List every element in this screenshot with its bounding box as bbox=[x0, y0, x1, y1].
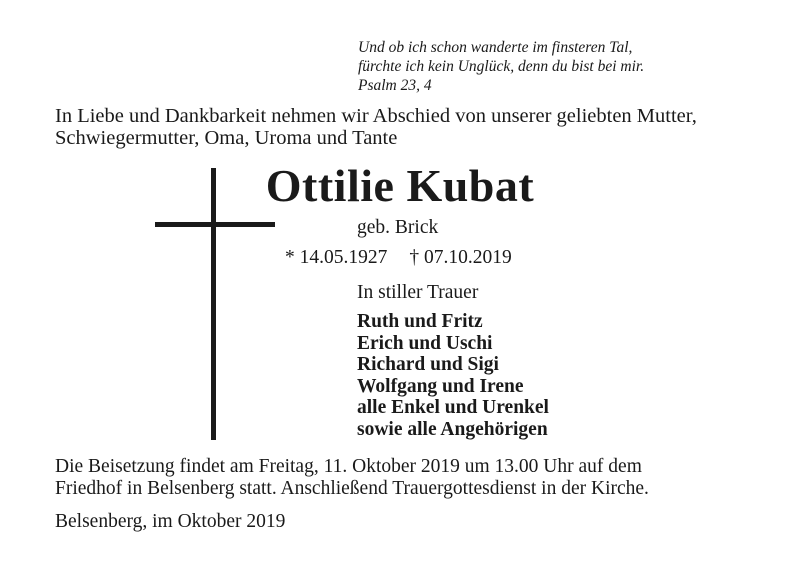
psalm-quote bbox=[358, 38, 644, 95]
mourner: Ruth und Fritz bbox=[357, 311, 483, 332]
funeral-info bbox=[55, 456, 649, 500]
place-date: Belsenberg, im Oktober 2019 bbox=[55, 511, 286, 532]
cross-icon-bar bbox=[155, 222, 275, 227]
birth-date: * 14.05.1927 bbox=[285, 247, 388, 268]
mourner: Erich und Uschi bbox=[357, 332, 493, 354]
intro-line: Schwiegermutter, Oma, Uroma und Tante bbox=[55, 127, 398, 149]
mourner: sowie alle Angehörigen bbox=[357, 418, 548, 440]
mourners-list bbox=[357, 311, 549, 441]
mourner: alle Enkel und Urenkel bbox=[357, 397, 549, 419]
quote-source: Psalm 23, 4 bbox=[358, 77, 432, 94]
intro-line: In Liebe und Dankbarkeit nehmen wir Abschied von unserer geliebten Mutter, bbox=[55, 105, 697, 127]
mourners-heading: In stiller Trauer bbox=[357, 282, 479, 303]
quote-line: Und ob ich schon wanderte im finsteren Tal, bbox=[358, 39, 633, 56]
birth-name: geb. Brick bbox=[357, 217, 439, 238]
death-date: † 07.10.2019 bbox=[409, 247, 512, 268]
mourner: Richard und Sigi bbox=[357, 354, 499, 376]
mourner: Wolfgang und Irene bbox=[357, 375, 524, 397]
quote-line: fürchte ich kein Unglück, denn du bist bei mir. bbox=[358, 58, 645, 75]
funeral-line: Die Beisetzung findet am Freitag, 11. Oktober 2019 um 13.00 Uhr auf dem bbox=[55, 456, 642, 477]
intro-text bbox=[55, 105, 697, 149]
life-dates bbox=[285, 246, 534, 270]
deceased-name: Ottilie Kubat bbox=[265, 160, 535, 211]
funeral-line: Friedhof in Belsenberg statt. Anschließend Trauergottesdienst in der Kirche. bbox=[55, 478, 649, 499]
